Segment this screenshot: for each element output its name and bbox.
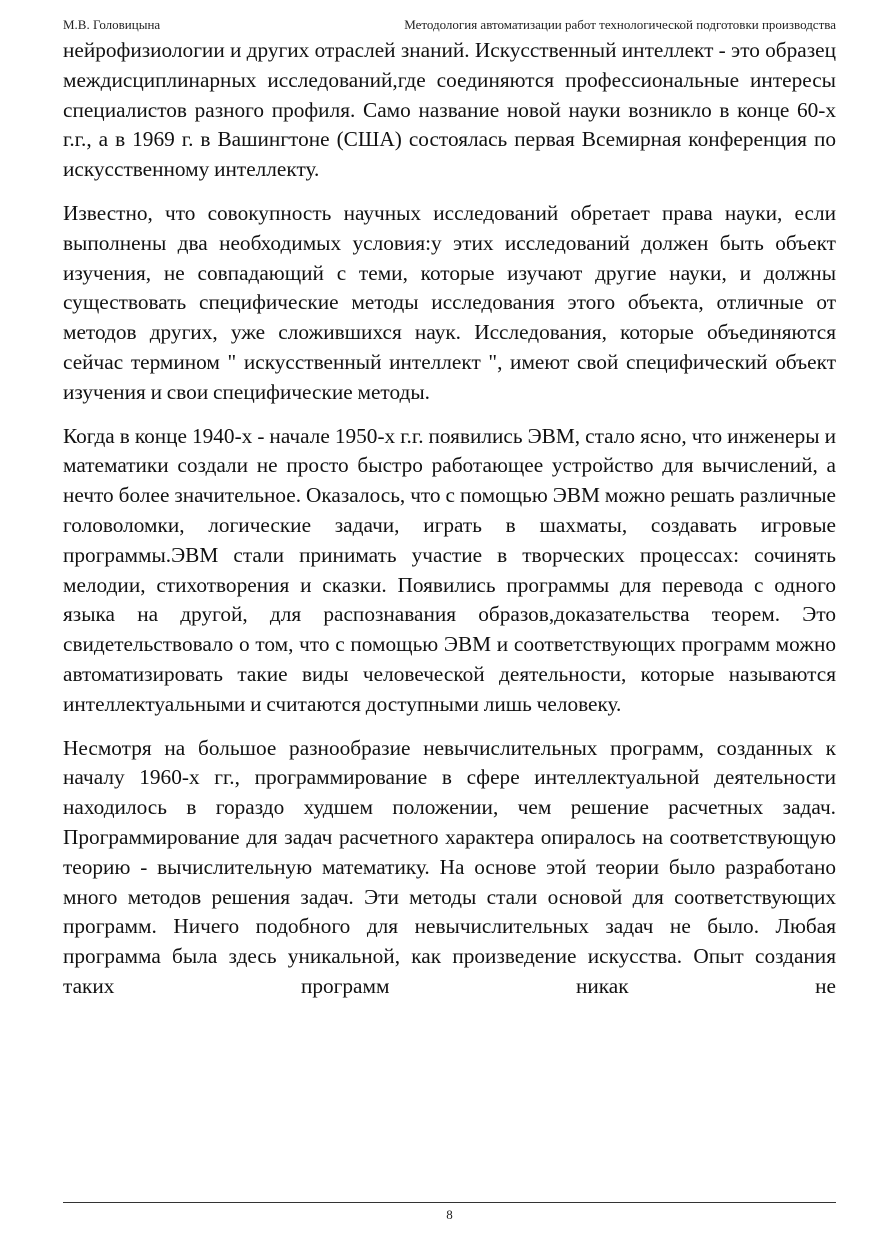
- running-header: [63, 16, 836, 34]
- header-title: Методология автоматизации работ технологической подготовки производства: [404, 17, 836, 32]
- body-text: [63, 36, 836, 1016]
- footer-divider: [63, 1202, 836, 1203]
- page-number: 8: [446, 1207, 453, 1222]
- paragraph-1: нейрофизиологии и других отраслей знаний. Искусственный интеллект - это образец междисциплинарных исследований,где соединяются профессиональные интересы специалистов разного профиля. Само название новой науки возникло в конце 60-х г.г., а в 1969 г. в Вашингтоне (США) состоялась первая Всемирная конференция по искусственному интеллекту.: [63, 38, 836, 182]
- header-author: М.В. Головицына: [63, 17, 161, 32]
- paragraph-2: Известно, что совокупность научных исследований обретает права науки, если выполнены два необходимых условия:у этих исследований должен быть объект изучения, не совпадающий с теми, которые изучают другие науки, и должны существовать специфические методы исследования этого объекта, отличные от методов других, уже сложившихся наук. Исследования, которые объединяются сейчас термином " искусственный интеллект ", имеют свой специфический объект изучения и свои специфические методы.: [63, 200, 836, 404]
- paragraph-3: Когда в конце 1940-х - начале 1950-х г.г. появились ЭВМ, стало ясно, что инженеры и математики создали не просто быстро работающее устройство для вычислений, а нечто более значительное. Оказалось, что с помощью ЭВМ можно решать различные головоломки, логические задачи, играть в шахматы, создавать игровые программы.ЭВМ стали принимать участие в творческих процессах: сочинять мелодии, стихотворения и сказки. Появились программы для перевода с одного языка на другой, для распознавания образов,доказательства теорем. Это свидетельствовало о том, что с помощью ЭВМ и соответствующих программ можно автоматизировать такие виды человеческой деятельности, которые называются интеллектуальными и считаются доступными лишь человеку.: [63, 423, 836, 716]
- paragraph-4: Несмотря на большое разнообразие невычислительных программ, созданных к началу 1960-х гг., программирование в сфере интеллектуальной деятельности находилось в гораздо худшем положении, чем решение расчетных задач. Программирование для задач расчетного характера опиралось на соответствующую теорию - вычислительную математику. На основе этой теории было разработано много методов решения задач. Эти методы стали основой для соответствующих программ. Ничего подобного для невычислительных задач не было. Любая программа была здесь уникальной, как произведение искусства. Опыт создания таких программ никак не: [63, 735, 836, 998]
